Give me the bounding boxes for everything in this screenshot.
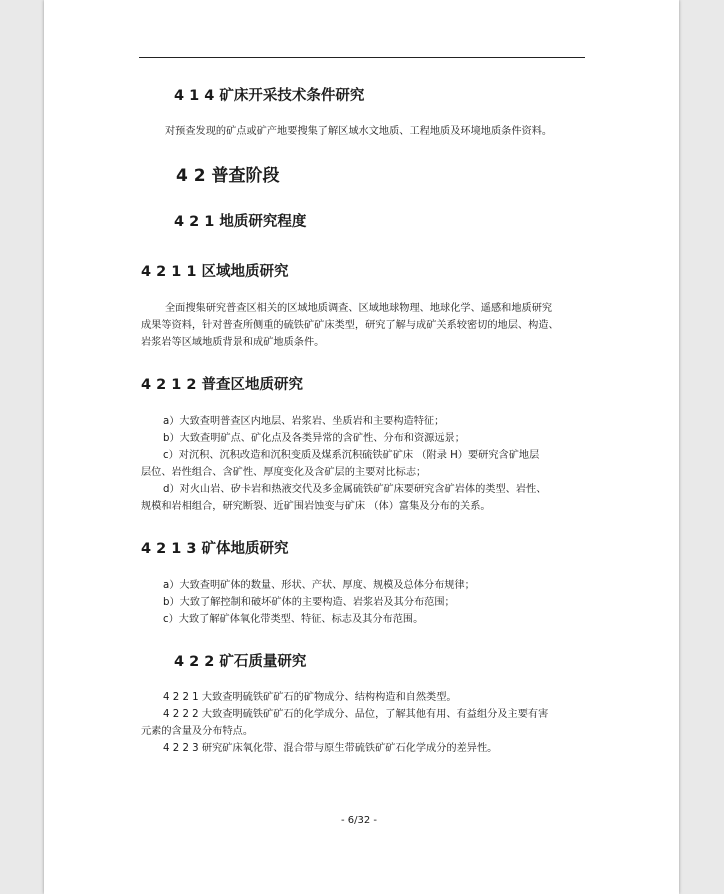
list-item-continuation: 层位、岩性组合、含矿性、厚度变化及含矿层的主要对比标志；: [141, 467, 427, 478]
list-item-continuation: 规模和岩相组合，研究断裂、近矿围岩蚀变与矿床 （体）富集及分布的关系。: [141, 501, 491, 512]
list-item: b）大致查明矿点、矿化点及各类异常的含矿性、分布和资源远景；: [163, 433, 465, 444]
section-heading-422: 4 2 2 矿石质量研究: [174, 654, 307, 670]
header-rule: [139, 57, 585, 58]
list-item: b）大致了解控制和破坏矿体的主要构造、岩浆岩及其分布范围；: [163, 597, 455, 608]
paragraph-line: 成果等资料，针对普查所侧重的硫铁矿矿床类型，研究了解与成矿关系较密切的地层、构造、: [141, 320, 559, 331]
list-item: a）大致查明矿体的数量、形状、产状、厚度、规模及总体分布规律；: [163, 580, 475, 591]
list-item: d）对火山岩、矽卡岩和热液交代及多金属硫铁矿矿床要研究含矿岩体的类型、岩性、: [163, 484, 547, 495]
section-heading-4211: 4 2 1 1 区域地质研究: [141, 264, 289, 280]
list-item: c）大致了解矿体氧化带类型、特征、标志及其分布范围。: [163, 614, 424, 625]
page-number: - 6/32 -: [341, 815, 378, 826]
section-heading-4213: 4 2 1 3 矿体地质研究: [141, 541, 289, 557]
clause-line: 4 2 2 1 大致查明硫铁矿矿石的矿物成分、结构构造和自然类型。: [163, 692, 457, 703]
paragraph-line: 岩浆岩等区域地质背景和成矿地质条件。: [141, 337, 325, 348]
paragraph-line: 全面搜集研究普查区相关的区域地质调查、区域地球物理、地球化学、遥感和地质研究: [165, 303, 553, 314]
paragraph-414: 对预查发现的矿点或矿产地要搜集了解区域水文地质、工程地质及环境地质条件资料。: [165, 126, 553, 137]
list-item: a）大致查明普查区内地层、岩浆岩、坐质岩和主要构造特征；: [163, 416, 445, 427]
list-item: c）对沉积、沉积改造和沉积变质及煤系沉积硫铁矿矿床 （附录 H）要研究含矿地层: [163, 450, 540, 461]
section-heading-421: 4 2 1 地质研究程度: [174, 214, 307, 230]
clause-line: 4 2 2 3 研究矿床氧化带、混合带与原生带硫铁矿矿石化学成分的差异性。: [163, 743, 498, 754]
clause-line: 4 2 2 2 大致查明硫铁矿矿石的化学成分、品位，了解其他有用、有益组分及主要有害: [163, 709, 549, 720]
section-heading-414: 4 1 4 矿床开采技术条件研究: [174, 88, 365, 104]
clause-line-continuation: 元素的含量及分布特点。: [141, 726, 254, 737]
section-heading-42: 4 2 普查阶段: [176, 166, 280, 186]
section-heading-4212: 4 2 1 2 普查区地质研究: [141, 377, 304, 393]
